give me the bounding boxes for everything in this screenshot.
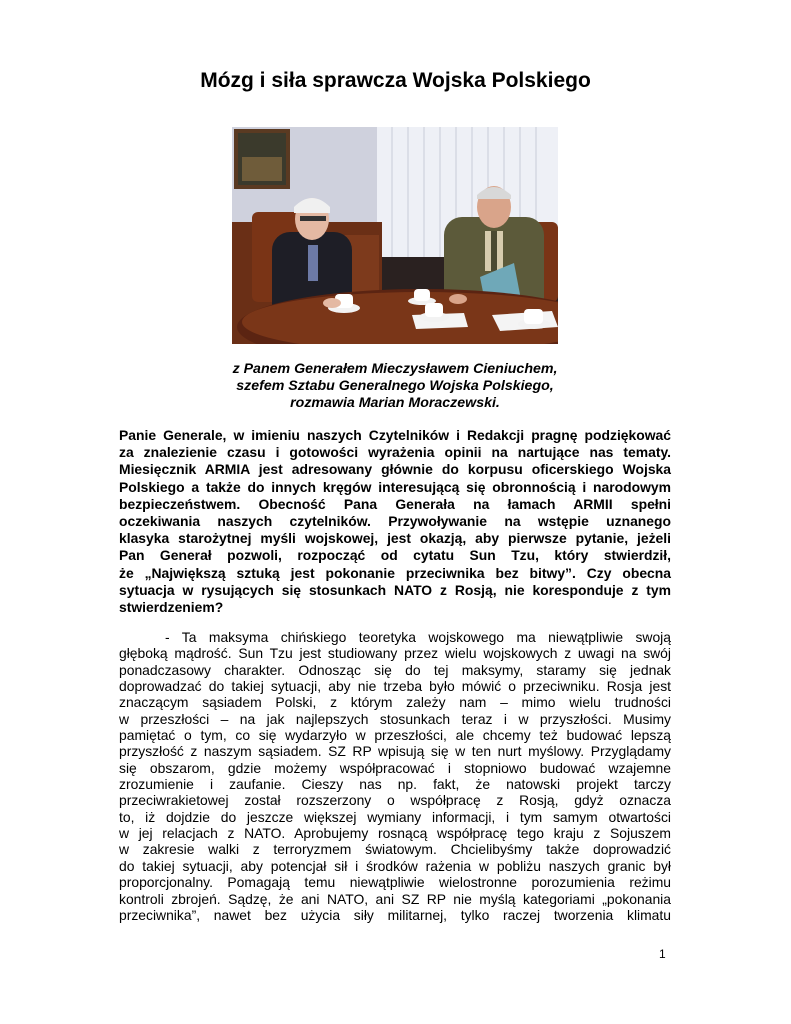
question-line: Panie Generale, w imieniu naszych Czytelników i Redakcji pragnę podziękować	[119, 427, 671, 443]
answer-line: w zakresie walki z terroryzmem światowym. Chcielibyśmy także doprowadzić	[119, 841, 671, 858]
answer-line: znaczącym sąsiadem Polski, z którym zależy nam – mimo wielu trudności	[119, 694, 671, 711]
answer-line: doprowadzać do takiej sytuacji, aby nie trzeba było mówić o przeciwniku. Rosja jest	[119, 678, 671, 695]
page-number: 1	[659, 947, 666, 961]
question-line: bezpieczeństwem. Obecność Pana Generała na łamach ARMII spełni	[119, 495, 671, 512]
answer-line: - Ta maksyma chińskiego teoretyka wojskowego ma niewątpliwie swoją	[165, 629, 671, 645]
answer-line: przyszłość z naszym sąsiadem. SZ RP wpisują się w ten nurt myślowy. Przyglądamy	[119, 743, 671, 760]
answer-line: zrozumienie i zaufanie. Cieszy nas np. fakt, że natowski projekt tarczy	[119, 776, 671, 793]
caption-line: szefem Sztabu Generalnego Wojska Polskiego,	[236, 378, 554, 394]
answer-line: kontroli zbrojeń. Sądzę, że ani NATO, ani SZ RP nie myślą kategoriami „pokonania	[119, 890, 671, 907]
caption-line: rozmawia Marian Moraczewski.	[290, 395, 500, 411]
interview-photo	[232, 127, 558, 344]
interview-answer	[119, 629, 671, 923]
interview-question	[119, 427, 671, 616]
answer-line: przeciwrakietowej został rozszerzony o współpracę z Rosją, gdyż oznacza	[119, 792, 671, 809]
answer-line: ponadczasowy charakter. Odnosząc się do tej maksymy, staramy się jednak	[119, 661, 671, 678]
answer-line: do takiej sytuacji, aby potencjał sił i środków rażenia w pobliżu naszych granic był	[119, 857, 671, 874]
answer-line: proporcjonalny. Pomagają temu niewątpliwie wielostronne porozumienia reżimu	[119, 874, 671, 891]
question-line: stwierdzeniem?	[119, 599, 224, 616]
answer-line: pamiętać o tym, co się wydarzyło w przeszłości, ale chcemy też budować lepszą	[119, 727, 671, 744]
question-line: Polskiego a także do innych kręgów interesującą się obronnością i narodowym	[119, 478, 671, 495]
caption-line: z Panem Generałem Mieczysławem Cieniuchem,	[232, 361, 558, 377]
answer-line: się obszarom, gdzie możemy współpracować i stopniowo budować wzajemne	[119, 759, 671, 776]
question-line: klasyka starożytnej myśli wojskowej, jest okazją, aby pierwsze pytanie, jeżeli	[119, 530, 671, 547]
photo-caption	[180, 361, 610, 412]
answer-line: głęboką mądrość. Sun Tzu jest studiowany przez wielu wojskowych z uwagi na swój	[119, 645, 671, 662]
article-title: Mózg i siła sprawcza Wojska Polskiego	[200, 69, 591, 92]
question-line: Pan Generał pozwoli, rozpocząć od cytatu Sun Tzu, który stwierdził,	[119, 547, 671, 564]
answer-line: to, iż dojdzie do jeszcze większej wymiany informacji, i tym samym otwartości	[119, 808, 671, 825]
answer-line: w jej relacjach z NATO. Aprobujemy rosnącą współpracę tego kraju z Sojuszem	[119, 825, 671, 842]
answer-line: przeciwnika”, nawet bez użycia siły militarnej, tylko raczej tworzenia klimatu	[119, 906, 671, 923]
answer-line: w przeszłości – na jak najlepszych stosunkach teraz i w przyszłości. Musimy	[119, 710, 671, 727]
question-line: sytuacja w rysujących się stosunkach NATO z Rosją, nie koresponduje z tym	[119, 581, 671, 598]
question-line: za znalezienie czasu i gotowości wyrażenia opinii na nartujące nas tematy.	[119, 444, 671, 461]
question-line: oczekiwania naszych czytelników. Przywoływanie na wstępie uznanego	[119, 513, 671, 530]
question-line: że „Największą sztuką jest pokonanie przeciwnika bez bitwy”. Czy obecna	[119, 564, 671, 581]
question-line: Miesięcznik ARMIA jest adresowany głównie do korpusu oficerskiego Wojska	[119, 461, 671, 478]
